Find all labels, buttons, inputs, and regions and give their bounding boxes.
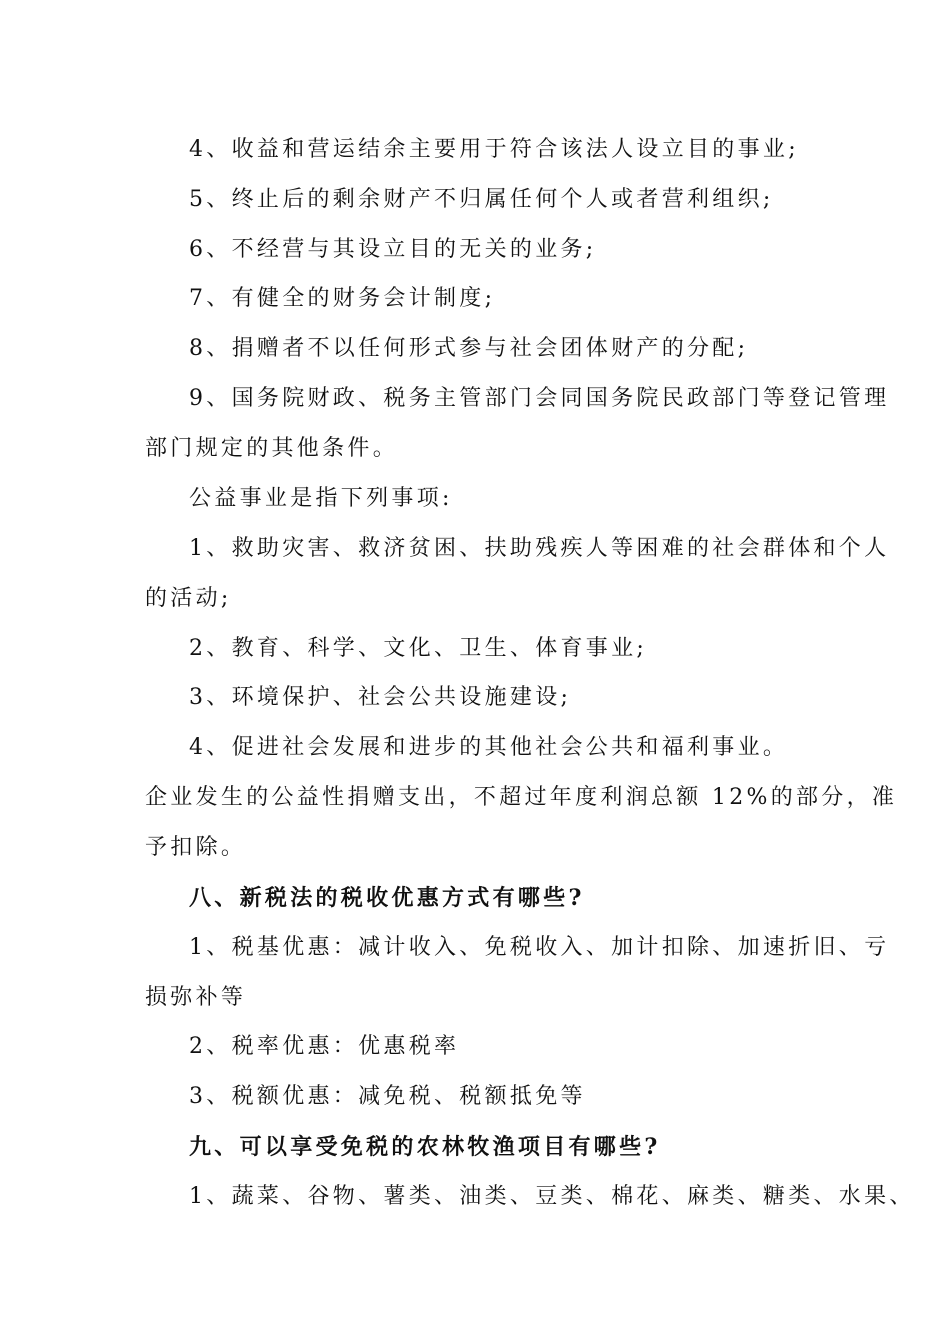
preference-item-2-tax-rate: 2、税率优惠：优惠税率 — [189, 1034, 460, 1059]
donation-deduction-continuation: 予扣除。 — [145, 835, 247, 860]
list-item-6-unrelated-business: 6、不经营与其设立目的无关的业务; — [189, 237, 597, 262]
section-heading-nine: 九、可以享受免税的农林牧渔项目有哪些? — [189, 1134, 661, 1160]
section-heading-eight: 八、新税法的税收优惠方式有哪些? — [189, 885, 585, 911]
preference-item-1-tax-base: 1、税基优惠：减计收入、免税收入、加计扣除、加速折旧、亏 — [189, 935, 890, 960]
welfare-item-2-education: 2、教育、科学、文化、卫生、体育事业; — [189, 636, 648, 661]
exempt-item-1-crops: 1、蔬菜、谷物、薯类、油类、豆类、棉花、麻类、糖类、水果、 — [189, 1184, 915, 1209]
welfare-item-1-relief: 1、救助灾害、救济贫困、扶助残疾人等困难的社会群体和个人 — [189, 536, 890, 561]
preference-item-3-tax-amount: 3、税额优惠：减免税、税额抵免等 — [189, 1084, 586, 1109]
list-item-9-continuation: 部门规定的其他条件。 — [145, 436, 399, 461]
donation-deduction-paragraph: 企业发生的公益性捐赠支出，不超过年度利润总额 12%的部分，准 — [145, 785, 898, 810]
list-item-9-other-conditions: 9、国务院财政、税务主管部门会同国务院民政部门等登记管理 — [189, 386, 890, 411]
preference-item-1-continuation: 损弥补等 — [145, 985, 247, 1010]
list-item-5-remaining-assets: 5、终止后的剩余财产不归属任何个人或者营利组织; — [189, 187, 774, 212]
public-welfare-intro: 公益事业是指下列事项: — [189, 486, 453, 511]
welfare-item-3-environment: 3、环境保护、社会公共设施建设; — [189, 685, 572, 710]
list-item-8-donor-distribution: 8、捐赠者不以任何形式参与社会团体财产的分配; — [189, 336, 749, 361]
welfare-item-4-development: 4、促进社会发展和进步的其他社会公共和福利事业。 — [189, 735, 789, 760]
list-item-4-income-use: 4、收益和营运结余主要用于符合该法人设立目的事业; — [189, 137, 799, 162]
list-item-7-accounting-system: 7、有健全的财务会计制度; — [189, 286, 496, 311]
welfare-item-1-continuation: 的活动; — [145, 586, 232, 611]
